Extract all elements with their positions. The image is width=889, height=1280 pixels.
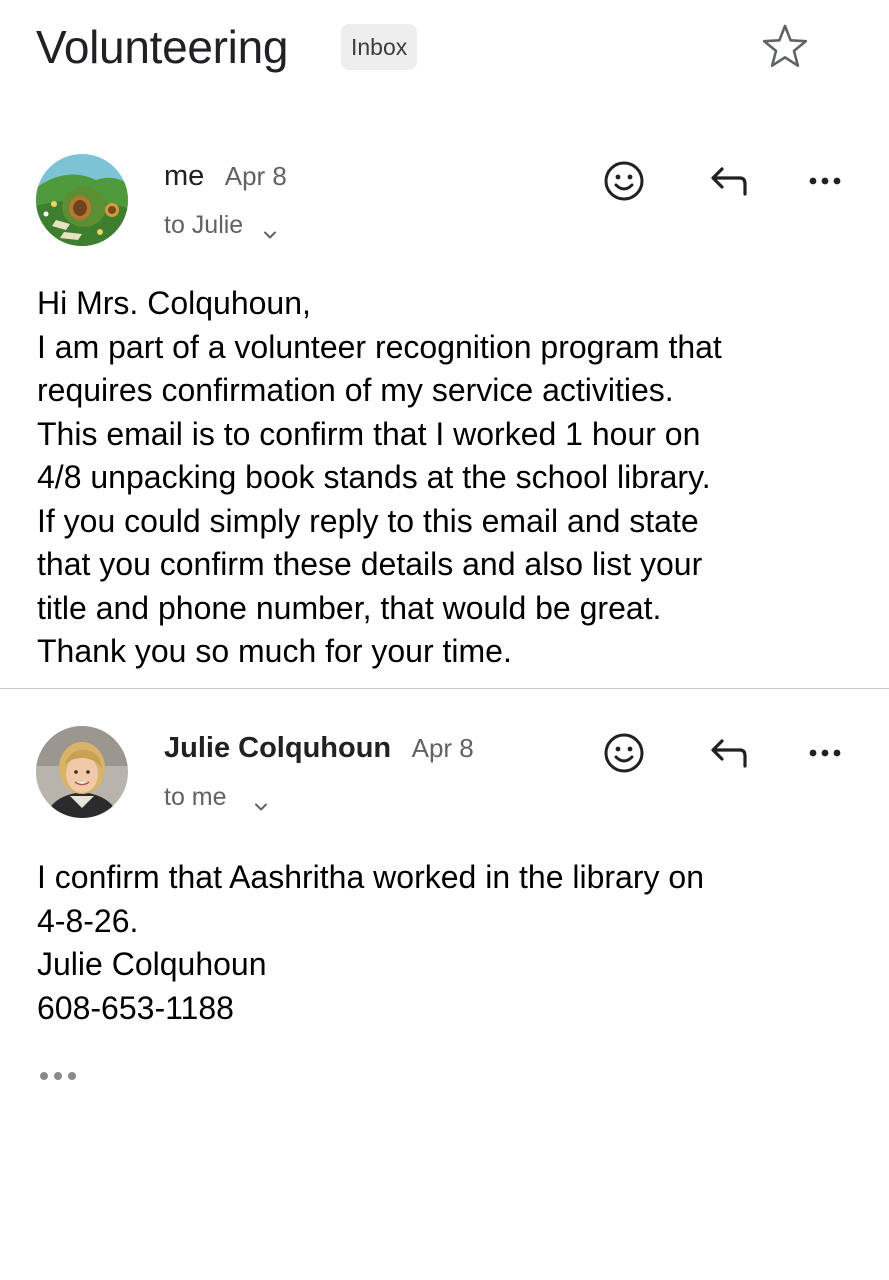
trimmed-content-icon[interactable] [36, 1064, 82, 1088]
add-reaction-icon[interactable] [599, 156, 649, 206]
sender-line [164, 158, 287, 194]
message-divider [0, 688, 889, 689]
reply-icon[interactable] [700, 728, 750, 778]
recipient-text: to me [164, 783, 227, 811]
body-line: Thank you so much for your time. [37, 633, 512, 669]
body-line: 4/8 unpacking book stands at the school library. [37, 459, 711, 495]
body-line: that you confirm these details and also list your [37, 546, 703, 582]
more-options-icon[interactable] [800, 156, 850, 206]
star-icon[interactable] [760, 22, 810, 72]
body-line: title and phone number, that would be great. [37, 589, 662, 626]
more-options-icon[interactable] [800, 728, 850, 778]
sender-name[interactable]: Julie Colquhoun [164, 732, 392, 764]
reply-icon[interactable] [700, 156, 750, 206]
body-line: I confirm that Aashritha worked in the library on [37, 859, 704, 895]
inbox-label-chip[interactable]: Inbox [341, 24, 417, 70]
sender-name[interactable]: me [164, 160, 205, 192]
recipient-details-toggle[interactable] [164, 780, 269, 814]
add-reaction-icon[interactable] [599, 728, 649, 778]
body-line: 608-653-1188 [37, 989, 234, 1026]
body-line: Julie Colquhoun [37, 946, 267, 982]
thread-header [36, 14, 853, 84]
body-line: Hi Mrs. Colquhoun, [37, 285, 311, 321]
sender-line [164, 730, 474, 766]
chevron-down-icon [262, 218, 278, 234]
chevron-down-icon [253, 790, 269, 806]
body-line: 4-8-26. [37, 902, 139, 939]
message-body [37, 856, 853, 1030]
message-date: Apr 8 [411, 733, 474, 763]
recipient-text: to Julie [164, 211, 244, 239]
message-body [37, 282, 853, 674]
avatar[interactable] [36, 726, 128, 818]
thread-subject: Volunteering [36, 21, 289, 73]
body-line: This email is to confirm that I worked 1 hour on [37, 415, 701, 452]
body-line: I am part of a volunteer recognition program that [37, 328, 722, 365]
body-line: requires confirmation of my service activities. [37, 372, 674, 408]
avatar[interactable] [36, 154, 128, 246]
recipient-details-toggle[interactable] [164, 208, 278, 242]
message-date: Apr 8 [224, 161, 287, 191]
body-line: If you could simply reply to this email and state [37, 502, 699, 539]
